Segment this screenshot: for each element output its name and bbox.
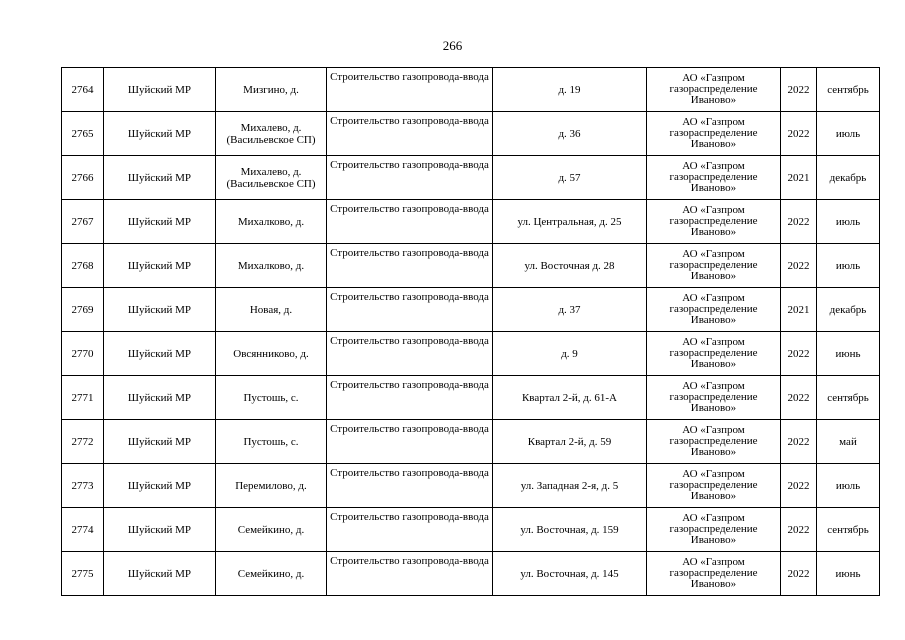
year-cell: 2022 [781,376,817,420]
row-number: 2770 [62,332,104,376]
gas-pipeline-table [61,67,880,596]
work-type-cell: Строительство газопровода-ввода [327,200,493,244]
work-type-cell: Строительство газопровода-ввода [327,508,493,552]
address-cell: ул. Восточная д. 28 [493,244,647,288]
month-cell: май [817,420,880,464]
table-row [62,464,880,508]
row-number: 2768 [62,244,104,288]
year-cell: 2022 [781,464,817,508]
month-cell: сентябрь [817,68,880,112]
district-cell: Шуйский МР [104,508,216,552]
row-number: 2767 [62,200,104,244]
table-row [62,376,880,420]
month-cell: июнь [817,552,880,596]
table-row [62,68,880,112]
month-cell: июль [817,112,880,156]
month-cell: июль [817,244,880,288]
locality-cell: Пустошь, с. [216,376,327,420]
organization-cell: АО «Газпром газораспределение Иваново» [647,332,781,376]
row-number: 2765 [62,112,104,156]
row-number: 2774 [62,508,104,552]
table-row [62,288,880,332]
work-type-cell: Строительство газопровода-ввода [327,552,493,596]
locality-cell: Михалково, д. [216,244,327,288]
address-cell: Квартал 2-й, д. 61-А [493,376,647,420]
address-cell: Квартал 2-й, д. 59 [493,420,647,464]
year-cell: 2022 [781,112,817,156]
organization-cell: АО «Газпром газораспределение Иваново» [647,112,781,156]
organization-cell: АО «Газпром газораспределение Иваново» [647,200,781,244]
work-type-cell: Строительство газопровода-ввода [327,68,493,112]
row-number: 2773 [62,464,104,508]
district-cell: Шуйский МР [104,156,216,200]
address-cell: ул. Западная 2-я, д. 5 [493,464,647,508]
locality-cell: Новая, д. [216,288,327,332]
organization-cell: АО «Газпром газораспределение Иваново» [647,68,781,112]
year-cell: 2022 [781,420,817,464]
district-cell: Шуйский МР [104,552,216,596]
row-number: 2775 [62,552,104,596]
row-number: 2772 [62,420,104,464]
address-cell: ул. Восточная, д. 145 [493,552,647,596]
work-type-cell: Строительство газопровода-ввода [327,376,493,420]
work-type-cell: Строительство газопровода-ввода [327,288,493,332]
table-body [62,68,880,596]
locality-cell: Михалево, д. (Васильевское СП) [216,112,327,156]
year-cell: 2021 [781,288,817,332]
work-type-cell: Строительство газопровода-ввода [327,464,493,508]
work-type-cell: Строительство газопровода-ввода [327,420,493,464]
address-cell: д. 19 [493,68,647,112]
row-number: 2766 [62,156,104,200]
locality-cell: Михалево, д. (Васильевское СП) [216,156,327,200]
table-row [62,200,880,244]
locality-cell: Пустошь, с. [216,420,327,464]
district-cell: Шуйский МР [104,244,216,288]
month-cell: сентябрь [817,376,880,420]
district-cell: Шуйский МР [104,420,216,464]
district-cell: Шуйский МР [104,332,216,376]
row-number: 2771 [62,376,104,420]
month-cell: июль [817,200,880,244]
organization-cell: АО «Газпром газораспределение Иваново» [647,420,781,464]
organization-cell: АО «Газпром газораспределение Иваново» [647,376,781,420]
month-cell: сентябрь [817,508,880,552]
row-number: 2769 [62,288,104,332]
table-row [62,420,880,464]
locality-cell: Михалково, д. [216,200,327,244]
organization-cell: АО «Газпром газораспределение Иваново» [647,288,781,332]
organization-cell: АО «Газпром газораспределение Иваново» [647,156,781,200]
address-cell: д. 36 [493,112,647,156]
address-cell: д. 57 [493,156,647,200]
organization-cell: АО «Газпром газораспределение Иваново» [647,552,781,596]
organization-cell: АО «Газпром газораспределение Иваново» [647,508,781,552]
organization-cell: АО «Газпром газораспределение Иваново» [647,464,781,508]
locality-cell: Мизгино, д. [216,68,327,112]
table-row [62,552,880,596]
page-number: 266 [442,38,463,53]
year-cell: 2022 [781,508,817,552]
table-row [62,244,880,288]
district-cell: Шуйский МР [104,200,216,244]
district-cell: Шуйский МР [104,288,216,332]
table-row [62,112,880,156]
table-row [62,156,880,200]
address-cell: д. 37 [493,288,647,332]
year-cell: 2022 [781,332,817,376]
month-cell: июнь [817,332,880,376]
year-cell: 2021 [781,156,817,200]
district-cell: Шуйский МР [104,464,216,508]
row-number: 2764 [62,68,104,112]
work-type-cell: Строительство газопровода-ввода [327,156,493,200]
year-cell: 2022 [781,200,817,244]
address-cell: д. 9 [493,332,647,376]
year-cell: 2022 [781,68,817,112]
district-cell: Шуйский МР [104,112,216,156]
work-type-cell: Строительство газопровода-ввода [327,112,493,156]
table-row [62,508,880,552]
month-cell: декабрь [817,156,880,200]
address-cell: ул. Центральная, д. 25 [493,200,647,244]
locality-cell: Семейкино, д. [216,552,327,596]
locality-cell: Овсянниково, д. [216,332,327,376]
district-cell: Шуйский МР [104,68,216,112]
month-cell: декабрь [817,288,880,332]
year-cell: 2022 [781,552,817,596]
table-row [62,332,880,376]
address-cell: ул. Восточная, д. 159 [493,508,647,552]
organization-cell: АО «Газпром газораспределение Иваново» [647,244,781,288]
locality-cell: Перемилово, д. [216,464,327,508]
month-cell: июль [817,464,880,508]
district-cell: Шуйский МР [104,376,216,420]
work-type-cell: Строительство газопровода-ввода [327,244,493,288]
locality-cell: Семейкино, д. [216,508,327,552]
year-cell: 2022 [781,244,817,288]
work-type-cell: Строительство газопровода-ввода [327,332,493,376]
